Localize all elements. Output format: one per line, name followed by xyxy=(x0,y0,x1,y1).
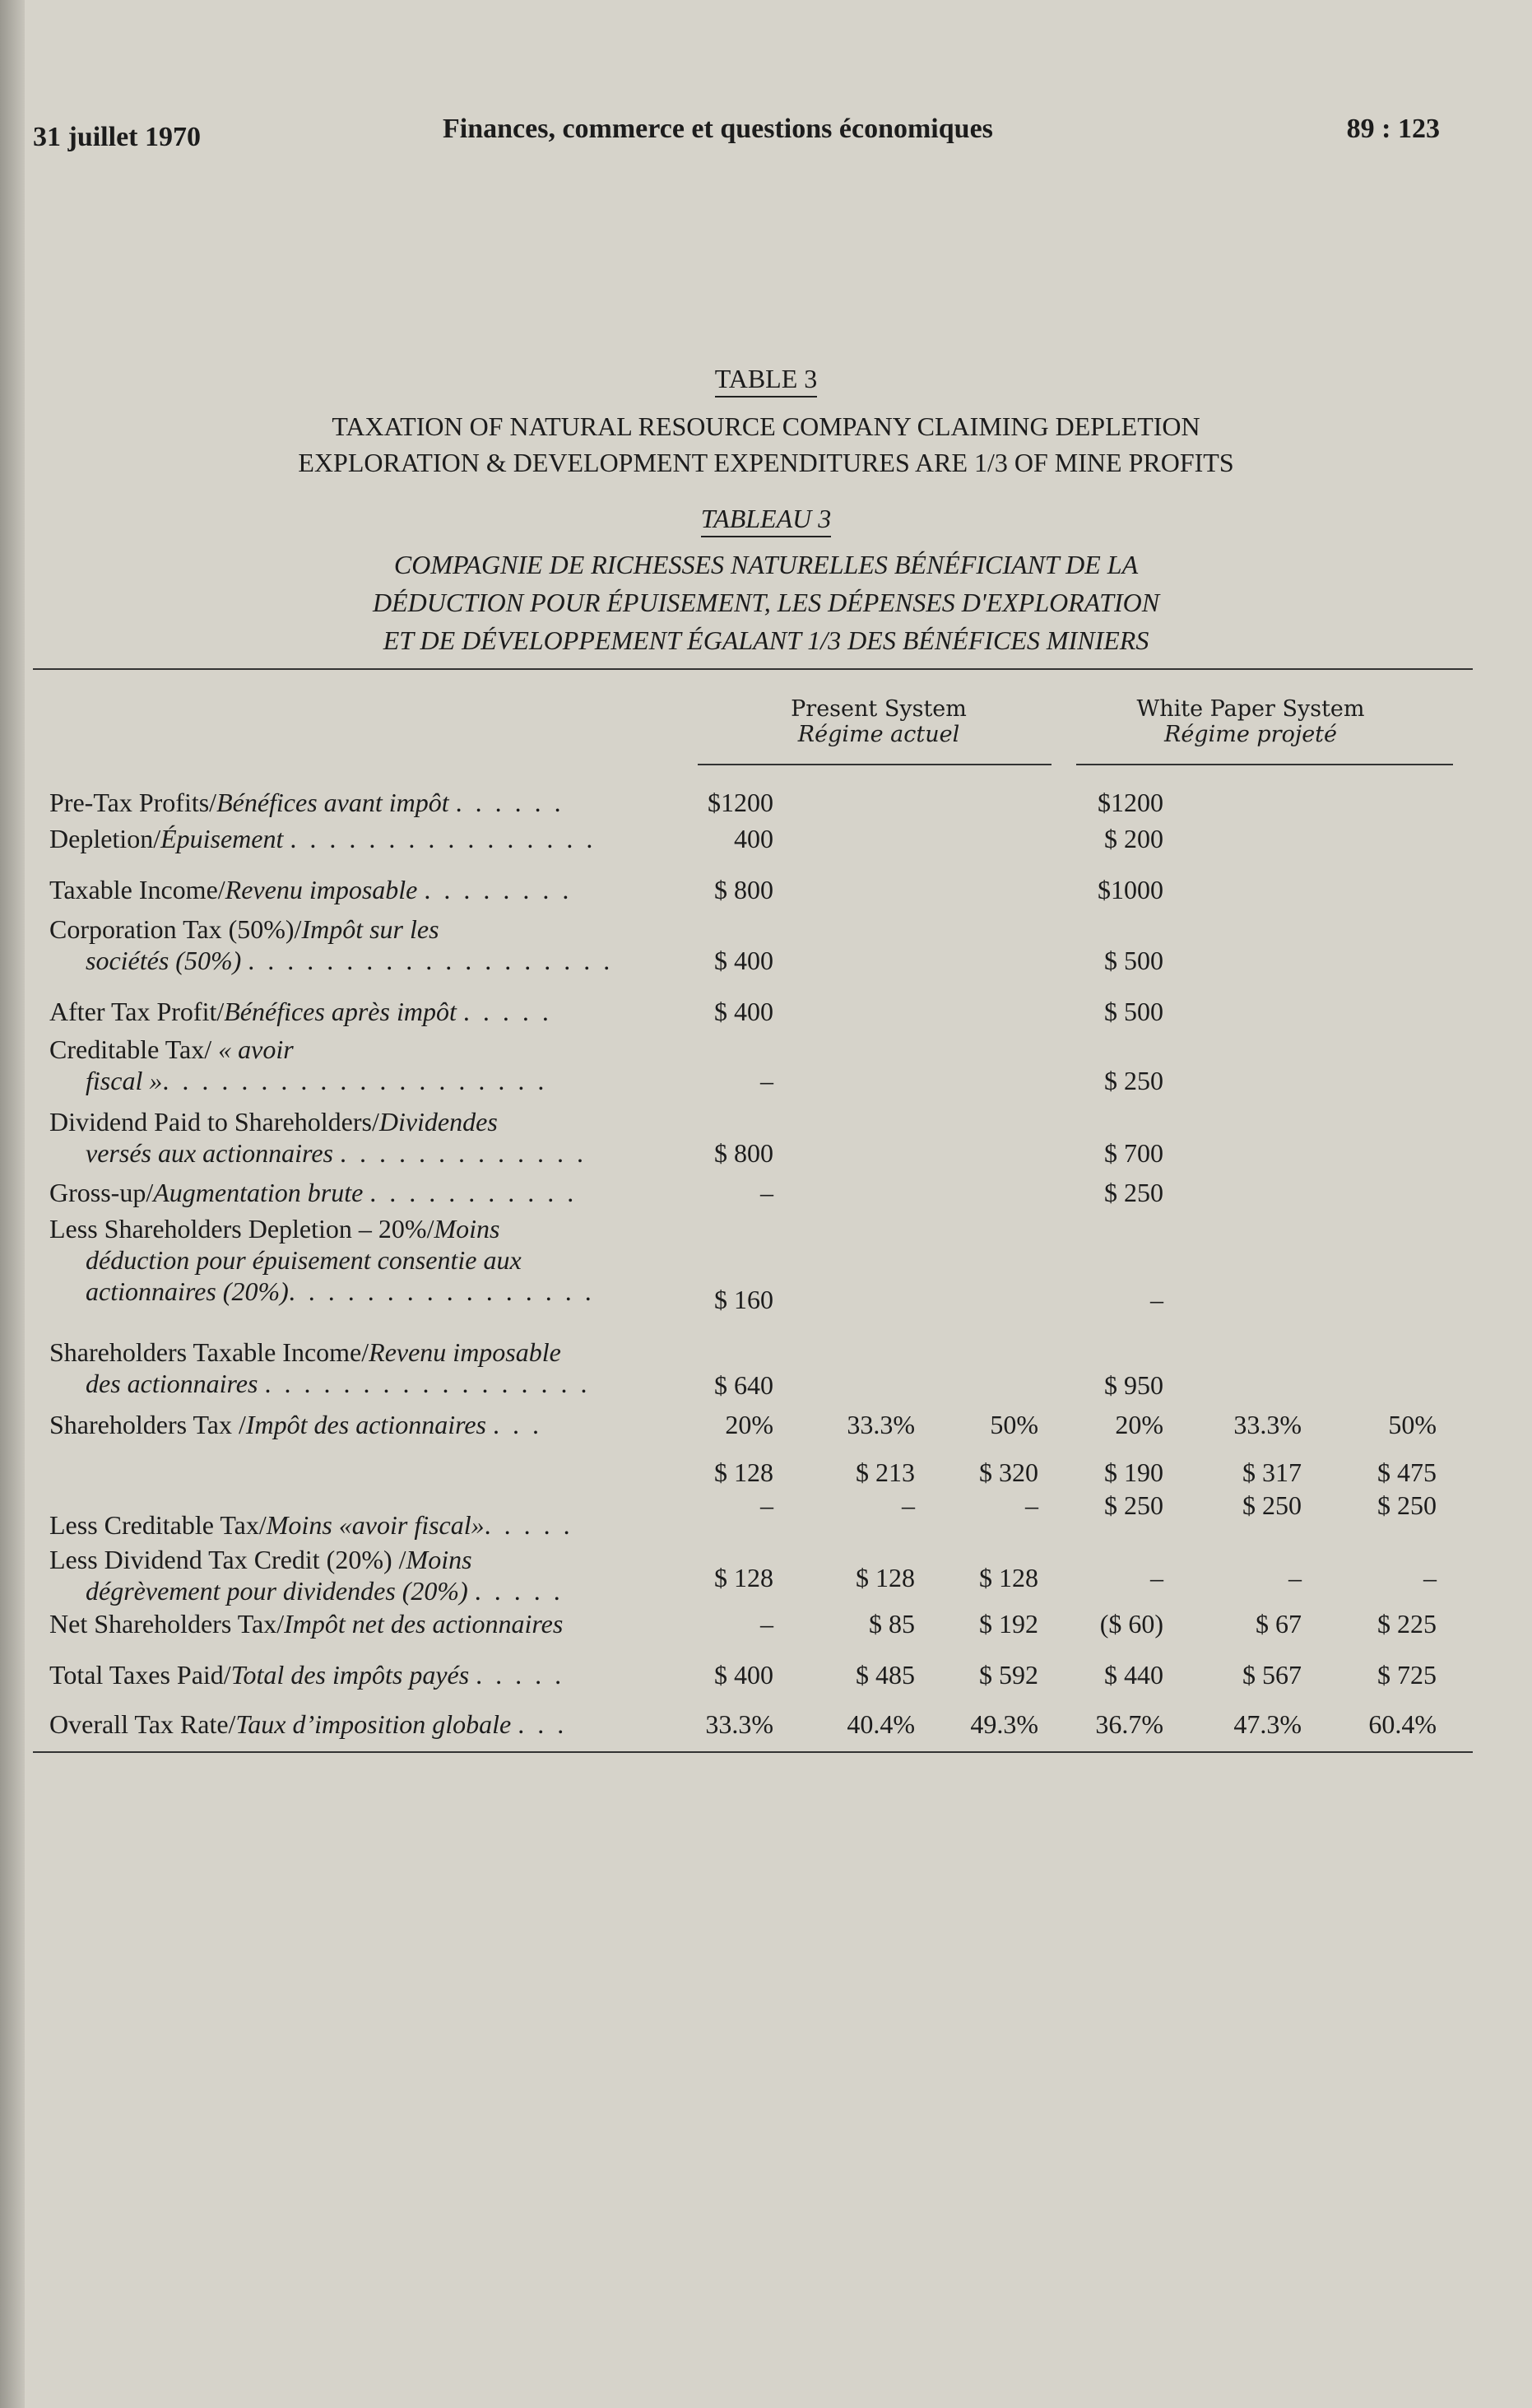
cell-less-depletion-present: $ 160 xyxy=(714,1285,773,1314)
cell-after-tax-white: $ 500 xyxy=(1104,997,1163,1026)
cell-total-taxes-6: $ 725 xyxy=(1377,1660,1437,1690)
cell-less-creditable-4: $ 250 xyxy=(1104,1490,1163,1520)
cell-grossup-present: – xyxy=(760,1178,773,1207)
cell-total-taxes-1: $ 400 xyxy=(714,1660,773,1690)
table-label-en: TABLE 3 xyxy=(0,364,1532,397)
cell-dividend-white: $ 700 xyxy=(1104,1138,1163,1168)
cell-net-sh-tax-6: $ 225 xyxy=(1377,1609,1437,1639)
cell-overall-rate-2: 40.4% xyxy=(847,1709,915,1739)
cell-sh-tax-rate-4: 20% xyxy=(1115,1410,1163,1439)
cell-depletion-present: 400 xyxy=(734,824,773,853)
cell-after-tax-present: $ 400 xyxy=(714,997,773,1026)
row-label-creditable-tax: Creditable Tax/ « avoir fiscal ». . . . . . . . . . . . . . . . . . . . xyxy=(49,1034,548,1095)
row-label-less-shareholders-depletion: Less Shareholders Depletion – 20%/Moins déduction pour épuisement consentie aux actionnaires (20%). . . . . . . . . . . . . . . . xyxy=(49,1214,595,1306)
table-title-fr-line-3: ET DE DÉVELOPPEMENT ÉGALANT 1/3 DES BÉNÉFICES MINIERS xyxy=(383,625,1149,655)
cell-total-taxes-2: $ 485 xyxy=(856,1660,915,1690)
cell-less-creditable-3: – xyxy=(1025,1490,1038,1520)
cell-sh-taxable-present: $ 640 xyxy=(714,1370,773,1400)
page-header xyxy=(0,114,1532,163)
cell-less-creditable-5: $ 250 xyxy=(1242,1490,1302,1520)
row-label-less-creditable-tax: Less Creditable Tax/Moins «avoir fiscal». . . . . xyxy=(49,1510,573,1540)
row-label-depletion: Depletion/Épuisement . . . . . . . . . . . . . . . . xyxy=(49,824,597,853)
cell-creditable-white: $ 250 xyxy=(1104,1066,1163,1095)
cell-less-dividend-credit-6: – xyxy=(1423,1563,1437,1592)
column-head-present-en: Present System xyxy=(791,696,967,722)
cell-taxable-white: $1000 xyxy=(1098,875,1163,904)
cell-sh-tax-amount-1: $ 128 xyxy=(714,1457,773,1487)
column-head-present-fr: Régime actuel xyxy=(797,722,960,747)
cell-net-sh-tax-2: $ 85 xyxy=(869,1609,915,1639)
row-label-shareholders-tax: Shareholders Tax /Impôt des actionnaires . . . xyxy=(49,1410,542,1439)
cell-grossup-white: $ 250 xyxy=(1104,1178,1163,1207)
row-label-dividend-paid: Dividend Paid to Shareholders/Dividendes versés aux actionnaires . . . . . . . . . . . . . xyxy=(49,1107,587,1168)
row-label-after-tax-profit: After Tax Profit/Bénéfices après impôt . . . . . xyxy=(49,997,552,1026)
cell-overall-rate-5: 47.3% xyxy=(1233,1709,1302,1739)
cell-total-taxes-5: $ 567 xyxy=(1242,1660,1302,1690)
cell-corp-tax-white: $ 500 xyxy=(1104,946,1163,975)
table-bottom-rule xyxy=(33,1751,1473,1753)
table-label-fr: TABLEAU 3 xyxy=(0,504,1532,537)
row-label-corporation-tax: Corporation Tax (50%)/Impôt sur les sociétés (50%) . . . . . . . . . . . . . . . . . . . xyxy=(49,914,614,975)
column-head-white-en: White Paper System xyxy=(1136,696,1365,722)
cell-corp-tax-present: $ 400 xyxy=(714,946,773,975)
cell-sh-tax-amount-5: $ 317 xyxy=(1242,1457,1302,1487)
cell-less-depletion-white: – xyxy=(1150,1285,1163,1314)
column-rule-present xyxy=(698,764,1052,765)
cell-less-dividend-credit-4: – xyxy=(1150,1563,1163,1592)
cell-pretax-present: $1200 xyxy=(708,788,773,817)
header-page-number: 89 : 123 xyxy=(1346,114,1440,144)
row-label-overall-tax-rate: Overall Tax Rate/Taux d’imposition globale . . . xyxy=(49,1709,568,1739)
cell-net-sh-tax-4: ($ 60) xyxy=(1099,1609,1163,1639)
cell-less-dividend-credit-2: $ 128 xyxy=(856,1563,915,1592)
column-head-white-paper xyxy=(1078,696,1423,747)
cell-sh-taxable-white: $ 950 xyxy=(1104,1370,1163,1400)
header-running-title: Finances, commerce et questions économiques xyxy=(443,114,993,144)
table-title-fr-line-1: COMPAGNIE DE RICHESSES NATURELLES BÉNÉFICIANT DE LA xyxy=(393,550,1139,579)
cell-less-dividend-credit-1: $ 128 xyxy=(714,1563,773,1592)
cell-sh-tax-amount-6: $ 475 xyxy=(1377,1457,1437,1487)
cell-overall-rate-4: 36.7% xyxy=(1095,1709,1163,1739)
table-title-fr-line-2: DÉDUCTION POUR ÉPUISEMENT, LES DÉPENSES D'EXPLORATION xyxy=(372,588,1160,617)
cell-less-dividend-credit-5: – xyxy=(1288,1563,1302,1592)
cell-total-taxes-3: $ 592 xyxy=(979,1660,1038,1690)
table-top-rule xyxy=(33,668,1473,670)
row-label-total-taxes-paid: Total Taxes Paid/Total des impôts payés . . . . . xyxy=(49,1660,565,1690)
cell-net-sh-tax-3: $ 192 xyxy=(979,1609,1038,1639)
cell-total-taxes-4: $ 440 xyxy=(1104,1660,1163,1690)
row-label-gross-up: Gross-up/Augmentation brute . . . . . . . . . . . xyxy=(49,1178,578,1207)
cell-overall-rate-1: 33.3% xyxy=(705,1709,773,1739)
row-label-net-shareholders-tax: Net Shareholders Tax/Impôt net des actionnaires xyxy=(49,1609,564,1639)
cell-sh-tax-rate-1: 20% xyxy=(725,1410,773,1439)
row-label-taxable-income: Taxable Income/Revenu imposable . . . . . . . . xyxy=(49,875,573,904)
cell-sh-tax-rate-5: 33.3% xyxy=(1233,1410,1302,1439)
row-label-shareholders-taxable-income: Shareholders Taxable Income/Revenu imposable des actionnaires . . . . . . . . . . . . . . . . . xyxy=(49,1337,591,1398)
cell-pretax-white: $1200 xyxy=(1098,788,1163,817)
cell-net-sh-tax-1: – xyxy=(760,1609,773,1639)
cell-less-creditable-6: $ 250 xyxy=(1377,1490,1437,1520)
cell-overall-rate-3: 49.3% xyxy=(970,1709,1038,1739)
cell-taxable-present: $ 800 xyxy=(714,875,773,904)
table-title-en-line-1: TAXATION OF NATURAL RESOURCE COMPANY CLAIMING DEPLETION xyxy=(332,411,1200,441)
cell-sh-tax-rate-2: 33.3% xyxy=(847,1410,915,1439)
cell-dividend-present: $ 800 xyxy=(714,1138,773,1168)
cell-less-creditable-1: – xyxy=(760,1490,773,1520)
cell-less-creditable-2: – xyxy=(902,1490,915,1520)
cell-sh-tax-rate-3: 50% xyxy=(990,1410,1038,1439)
cell-depletion-white: $ 200 xyxy=(1104,824,1163,853)
cell-sh-tax-amount-4: $ 190 xyxy=(1104,1457,1163,1487)
cell-less-dividend-credit-3: $ 128 xyxy=(979,1563,1038,1592)
row-label-pretax: Pre-Tax Profits/Bénéfices avant impôt . . . . . . xyxy=(49,788,564,817)
table-title-en-line-2: EXPLORATION & DEVELOPMENT EXPENDITURES ARE 1/3 OF MINE PROFITS xyxy=(298,448,1234,477)
cell-creditable-present: – xyxy=(760,1066,773,1095)
column-head-white-fr: Régime projeté xyxy=(1163,722,1337,747)
cell-sh-tax-amount-2: $ 213 xyxy=(856,1457,915,1487)
page-binding-edge xyxy=(0,0,25,2408)
column-head-present xyxy=(706,696,1052,747)
cell-sh-tax-amount-3: $ 320 xyxy=(979,1457,1038,1487)
column-rule-white xyxy=(1076,764,1453,765)
cell-net-sh-tax-5: $ 67 xyxy=(1256,1609,1302,1639)
cell-sh-tax-rate-6: 50% xyxy=(1388,1410,1437,1439)
header-date: 31 juillet 1970 xyxy=(33,122,201,152)
cell-overall-rate-6: 60.4% xyxy=(1368,1709,1437,1739)
row-label-less-dividend-tax-credit: Less Dividend Tax Credit (20%) /Moins dégrèvement pour dividendes (20%) . . . . . xyxy=(49,1545,564,1606)
